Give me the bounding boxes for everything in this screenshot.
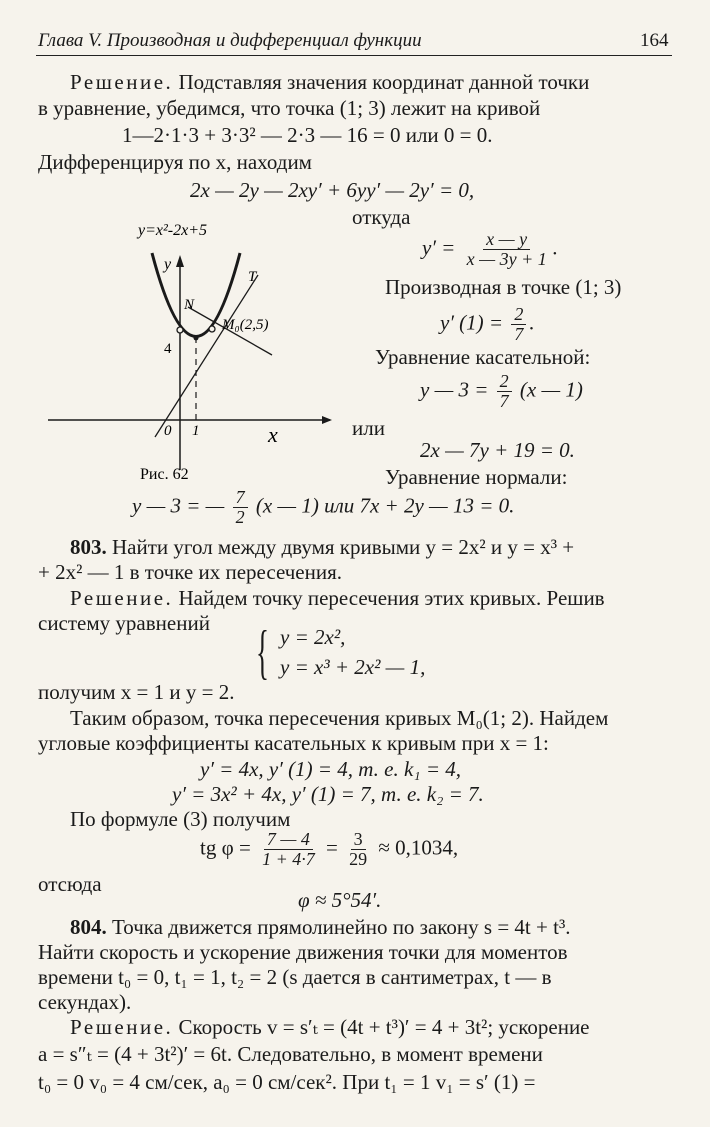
- text-line: отсюда: [38, 872, 102, 896]
- equation: 2x — 7y + 19 = 0.: [420, 438, 575, 462]
- text-line: откуда: [352, 205, 411, 229]
- header-rule: [36, 55, 672, 56]
- y-axis-label: y: [164, 256, 172, 273]
- text-line: Решение. Подставляя значения координат данной точки: [70, 70, 590, 94]
- point-label: M₀(2,5): [222, 317, 269, 333]
- system-eq-2: y = x³ + 2x² — 1,: [280, 655, 426, 679]
- point-y-intercept: [177, 327, 183, 333]
- equation-normal: y — 3 = — $\frac{7}{2}$ (x — 1) или 7x + 2y — 13 = 0.: [132, 487, 515, 527]
- tangent-label: T: [248, 269, 257, 285]
- equation: 2x — 2y — 2xy′ + 6yy′ — 2y′ = 0,: [190, 178, 475, 202]
- text-line: в уравнение, убедимся, что точка (1; 3) лежит на кривой: [38, 96, 541, 120]
- text-line: или: [352, 416, 385, 440]
- text-line: + 2x² — 1 в точке их пересечения.: [38, 560, 343, 584]
- text-line: Найти скорость и ускорение движения точки для моментов: [38, 940, 568, 964]
- text-line: угловые коэффициенты касательных к кривым при x = 1:: [38, 731, 549, 755]
- text-line: Уравнение нормали:: [385, 465, 568, 489]
- equation-tangent: y — 3 = $\frac{2}{7}$ (x — 1): [420, 371, 583, 411]
- text-line: секундах).: [38, 990, 132, 1014]
- system-brace: {: [256, 619, 269, 685]
- running-header: Глава V. Производная и дифференциал функции: [38, 30, 422, 51]
- text-line: получим x = 1 и y = 2.: [38, 680, 235, 704]
- point-vertex: [194, 336, 199, 341]
- text-line: t₀ = 0 v₀ = 4 см/сек, a₀ = 0 см/сек². При t₁ = 1 v₁ = s′ (1) =: [38, 1070, 536, 1094]
- text-line: времени t₀ = 0, t₁ = 1, t₂ = 2 (s дается в сантиметрах, t — в: [38, 965, 552, 989]
- system-eq-1: y = 2x²,: [280, 625, 346, 649]
- text-line: По формуле (3) получим: [70, 807, 291, 831]
- y-arrow-icon: [176, 255, 184, 267]
- equation: y′ = 4x, y′ (1) = 4, т. е. k₁ = 4,: [200, 757, 462, 781]
- point-m0: [209, 326, 215, 332]
- x-arrow-icon: [322, 416, 332, 424]
- page-number: 164: [640, 30, 669, 51]
- curve-label: y=x²-2x+5: [138, 222, 208, 239]
- equation-tan: tg φ = $\frac{7 — 4}{1 + 4\cdot 7}$ = $\frac{3}{29}$ ≈ 0,1034,: [200, 829, 459, 869]
- text-line: a = s″ₜ = (4 + 3t²)′ = 6t. Следовательно, в момент времени: [38, 1042, 543, 1066]
- text-line: Решение. Скорость v = s′ₜ = (4t + t³)′ = 4 + 3t²; ускорение: [70, 1015, 590, 1039]
- normal-label: N: [184, 297, 195, 313]
- text-line: Производная в точке (1; 3): [385, 275, 622, 299]
- problem-803: 803. Найти угол между двумя кривыми y = 2x² и y = x³ +: [70, 535, 575, 559]
- equation: φ ≈ 5°54′.: [298, 888, 382, 912]
- y-tick-label: 4: [164, 341, 172, 357]
- equation: y′ = 3x² + 4x, y′ (1) = 7, т. е. k₂ = 7.: [172, 782, 484, 806]
- text-line: Таким образом, точка пересечения кривых M₀(1; 2). Найдем: [70, 706, 609, 730]
- x-axis-label: x: [268, 422, 278, 447]
- problem-804: 804. Точка движется прямолинейно по закону s = 4t + t³.: [70, 915, 571, 939]
- text-line: систему уравнений: [38, 611, 210, 635]
- equation: y′ (1) = $\frac{2}{7}$ .: [440, 304, 535, 344]
- text-line: Решение. Найдем точку пересечения этих кривых. Решив: [70, 586, 605, 610]
- text-line: Уравнение касательной:: [375, 345, 591, 369]
- figure-62: [40, 215, 350, 485]
- figure-caption: Рис. 62: [140, 466, 189, 483]
- x-tick-label: 1: [192, 423, 200, 439]
- equation: 1—2·1·3 + 3·3² — 2·3 — 16 = 0 или 0 = 0.: [122, 123, 493, 147]
- origin-label: 0: [164, 423, 172, 439]
- equation-derivative: y′ = $\frac{x — y}{x — 3y + 1}$ .: [422, 229, 558, 269]
- text-line: Дифференцируя по x, находим: [38, 150, 312, 174]
